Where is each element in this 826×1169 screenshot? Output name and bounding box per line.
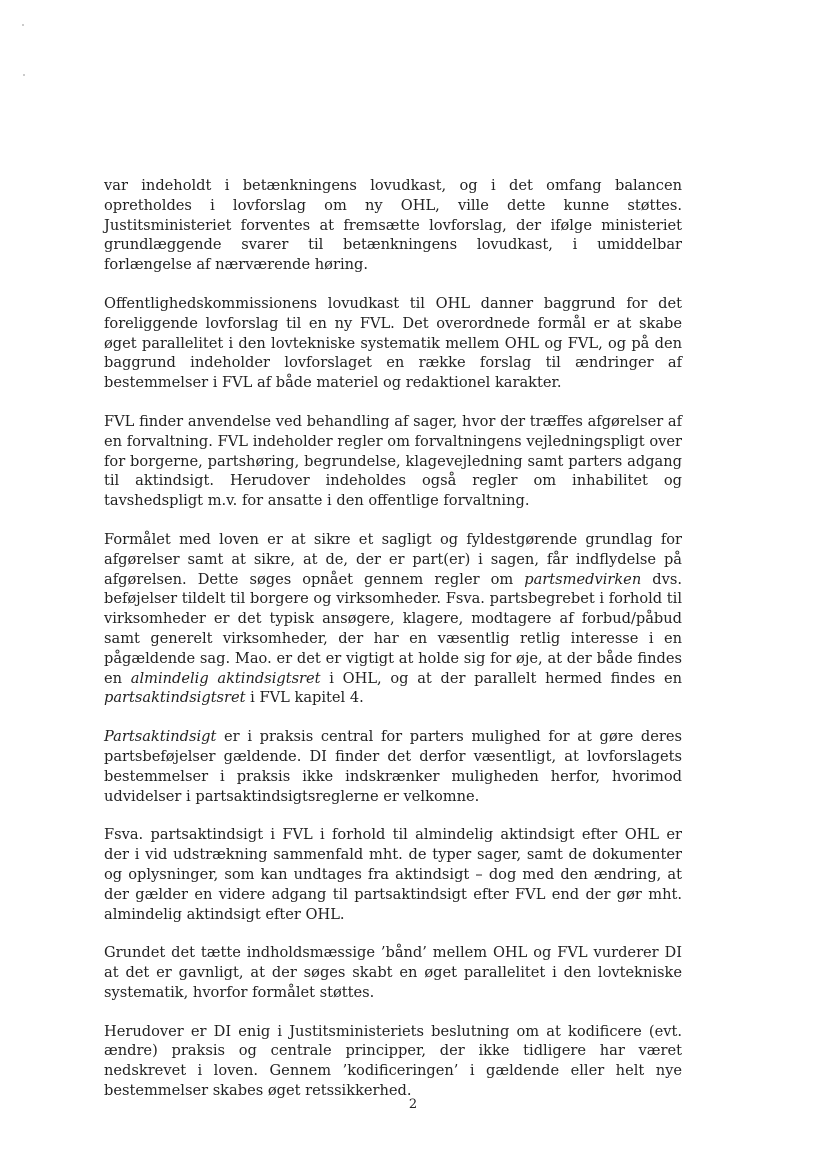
paragraph xyxy=(104,530,682,708)
italic-term: Partsaktindsigt xyxy=(104,728,217,746)
paragraph-text: Formålet med loven er at sikre et sagligt og fyldestgørende grundlag for afgørelser samt at sikre, at de, der er part(er) i sagen, får indflydelse på afgørelsen. Dette søges opnået gennem regler om xyxy=(104,530,682,588)
paragraph xyxy=(104,176,682,275)
page-number: 2 xyxy=(408,1097,418,1112)
paragraph-text: Offentlighedskommissionens lovudkast til OHL danner baggrund for det foreliggende lovforslag til en ny FVL. Det overordnede formål er at skabe øget parallelitet i den lovtekniske systematik mellem OHL og FVL, og på den baggrund indeholder lovforslaget en række forslag til ændringer af bestemmelser i FVL af både materiel og redaktionel karakter. xyxy=(104,294,682,392)
paragraph xyxy=(104,1022,682,1101)
paragraph-text: i OHL, og at der parallelt hermed findes en xyxy=(320,669,682,687)
paragraph xyxy=(104,727,682,806)
paragraph xyxy=(104,825,682,924)
paragraph-text: FVL finder anvendelse ved behandling af sager, hvor der træffes afgørelser af en forvaltning. FVL indeholder regler om forvaltningens vejledningspligt over for borgerne, partshøring, begrundelse, klagevejledning samt parters adgang til aktindsigt. Herudover indeholdes også regler om inhabilitet og tavshedspligt m.v. for ansatte i den offentlige forvaltning. xyxy=(104,412,682,510)
paragraph-text: Grundet det tætte indholdsmæssige ’bånd’ mellem OHL og FVL vurderer DI at det er gavnligt, at der søges skabt en øget parallelitet i den lovtekniske systematik, hvorfor formålet støttes. xyxy=(104,944,682,1001)
italic-term: almindelig aktindsigtsret xyxy=(130,669,321,687)
paragraph-text: var indeholdt i betænkningens lovudkast, og i det omfang balancen opretholdes i lovforslag om ny OHL, ville dette kunne støttes. Justitsministeriet forventes at fremsætte lovforslag, der ifølge ministeriet grundlæggende svarer til betænkningens lovudkast, i umiddelbar forlængelse af nærværende høring. xyxy=(104,177,682,274)
document-body xyxy=(104,176,682,1120)
paragraph-text: er i praksis central for parters mulighed for at gøre deres partsbeføjelser gældende. DI finder det derfor væsentligt, at lovforslagets bestemmelser i praksis ikke indskrænker muligheden herfor, hvorimod udvidelser i partsaktindsigtsreglerne er velkomne. xyxy=(104,728,682,805)
paragraph xyxy=(104,943,682,1002)
scan-speck xyxy=(22,24,24,26)
paragraph xyxy=(104,412,682,511)
paragraph-text: i FVL kapitel 4. xyxy=(245,689,364,707)
italic-term: partsaktindsigtsret xyxy=(104,689,246,707)
paragraph-text: Herudover er DI enig i Justitsministeriets beslutning om at kodificere (evt. ændre) praksis og centrale principper, der ikke tidligere har været nedskrevet i loven. Gennem ’kodificeringen’ i gældende eller helt nye bestemmelser skabes øget retssikkerhed. xyxy=(104,1022,682,1100)
paragraph-text: Fsva. partsaktindsigt i FVL i forhold til almindelig aktindsigt efter OHL er der i vid udstrækning sammenfald mht. de typer sager, samt de dokumenter og oplysninger, som kan undtages fra aktindsigt – dog med den ændring, at der gælder en videre adgang til partsaktindsigt efter FVL end der gør mht. almindelig aktindsigt efter OHL. xyxy=(104,826,682,923)
paragraph xyxy=(104,294,682,393)
scan-speck xyxy=(23,74,25,76)
italic-term: partsmedvirken xyxy=(524,570,642,588)
paragraph-text: dvs. beføjelser tildelt til borgere og virksomheder. Fsva. partsbegrebet i forhold til virksomheder er det typisk ansøgere, klagere, modtagere af forbud/påbud samt generelt virksomheder, der har en væsentlig retlig interesse i en pågældende sag. Mao. er det er vigtigt at holde sig for øje, at der både findes en xyxy=(104,570,682,687)
